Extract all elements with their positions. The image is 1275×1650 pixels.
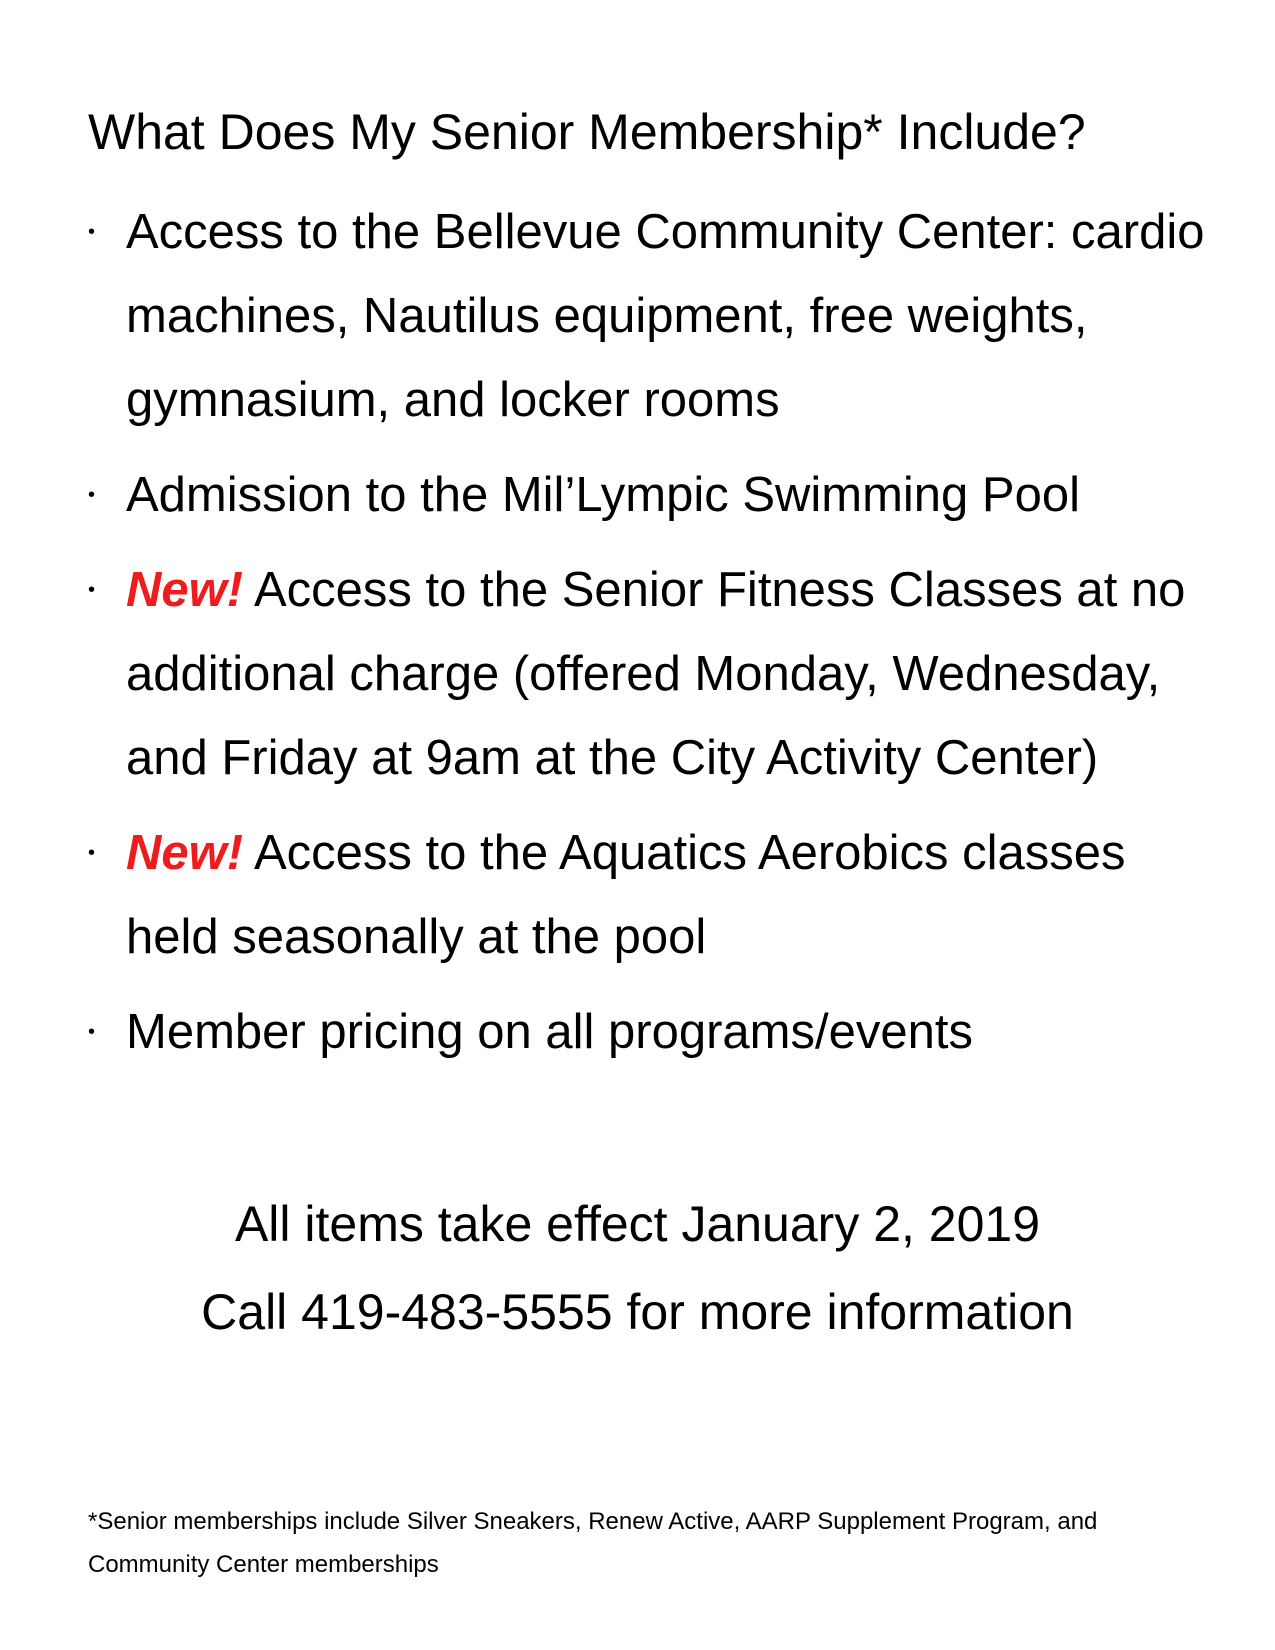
bullet-icon: •: [88, 579, 96, 601]
bullet-icon: •: [88, 221, 96, 243]
list-item: [88, 811, 1208, 979]
list-item-text: Member pricing on all programs/events: [126, 1005, 973, 1059]
list-item: [88, 990, 1208, 1074]
list-item-text: Access to the Aquatics Aerobics classes held seasonally at the pool: [126, 826, 1126, 964]
effective-date-note: All items take effect January 2, 2019: [234, 1196, 1041, 1252]
new-label: New!: [126, 563, 244, 617]
contact-info: Call 419-483-5555 for more information: [201, 1284, 1074, 1340]
benefits-list: [88, 190, 1208, 1085]
page-title: What Does My Senior Membership* Include?: [88, 104, 1086, 160]
list-item: [88, 548, 1208, 800]
bullet-icon: •: [88, 842, 96, 864]
list-item: [88, 453, 1208, 537]
bullet-icon: •: [88, 484, 96, 506]
list-item-text: Admission to the Mil’Lympic Swimming Pool: [126, 468, 1080, 522]
list-item-text: Access to the Senior Fitness Classes at no additional charge (offered Monday, Wednesday, and Friday at 9am at the City Activity Center): [126, 563, 1186, 785]
list-item-text: Access to the Bellevue Community Center: cardio machines, Nautilus equipment, free weights, gymnasium, and locker rooms: [126, 205, 1205, 427]
list-item: [88, 190, 1208, 442]
new-label: New!: [126, 826, 244, 880]
bullet-icon: •: [88, 1021, 96, 1043]
footnote: *Senior memberships include Silver Sneakers, Renew Active, AARP Supplement Program, and Community Center memberships: [88, 1508, 1098, 1578]
